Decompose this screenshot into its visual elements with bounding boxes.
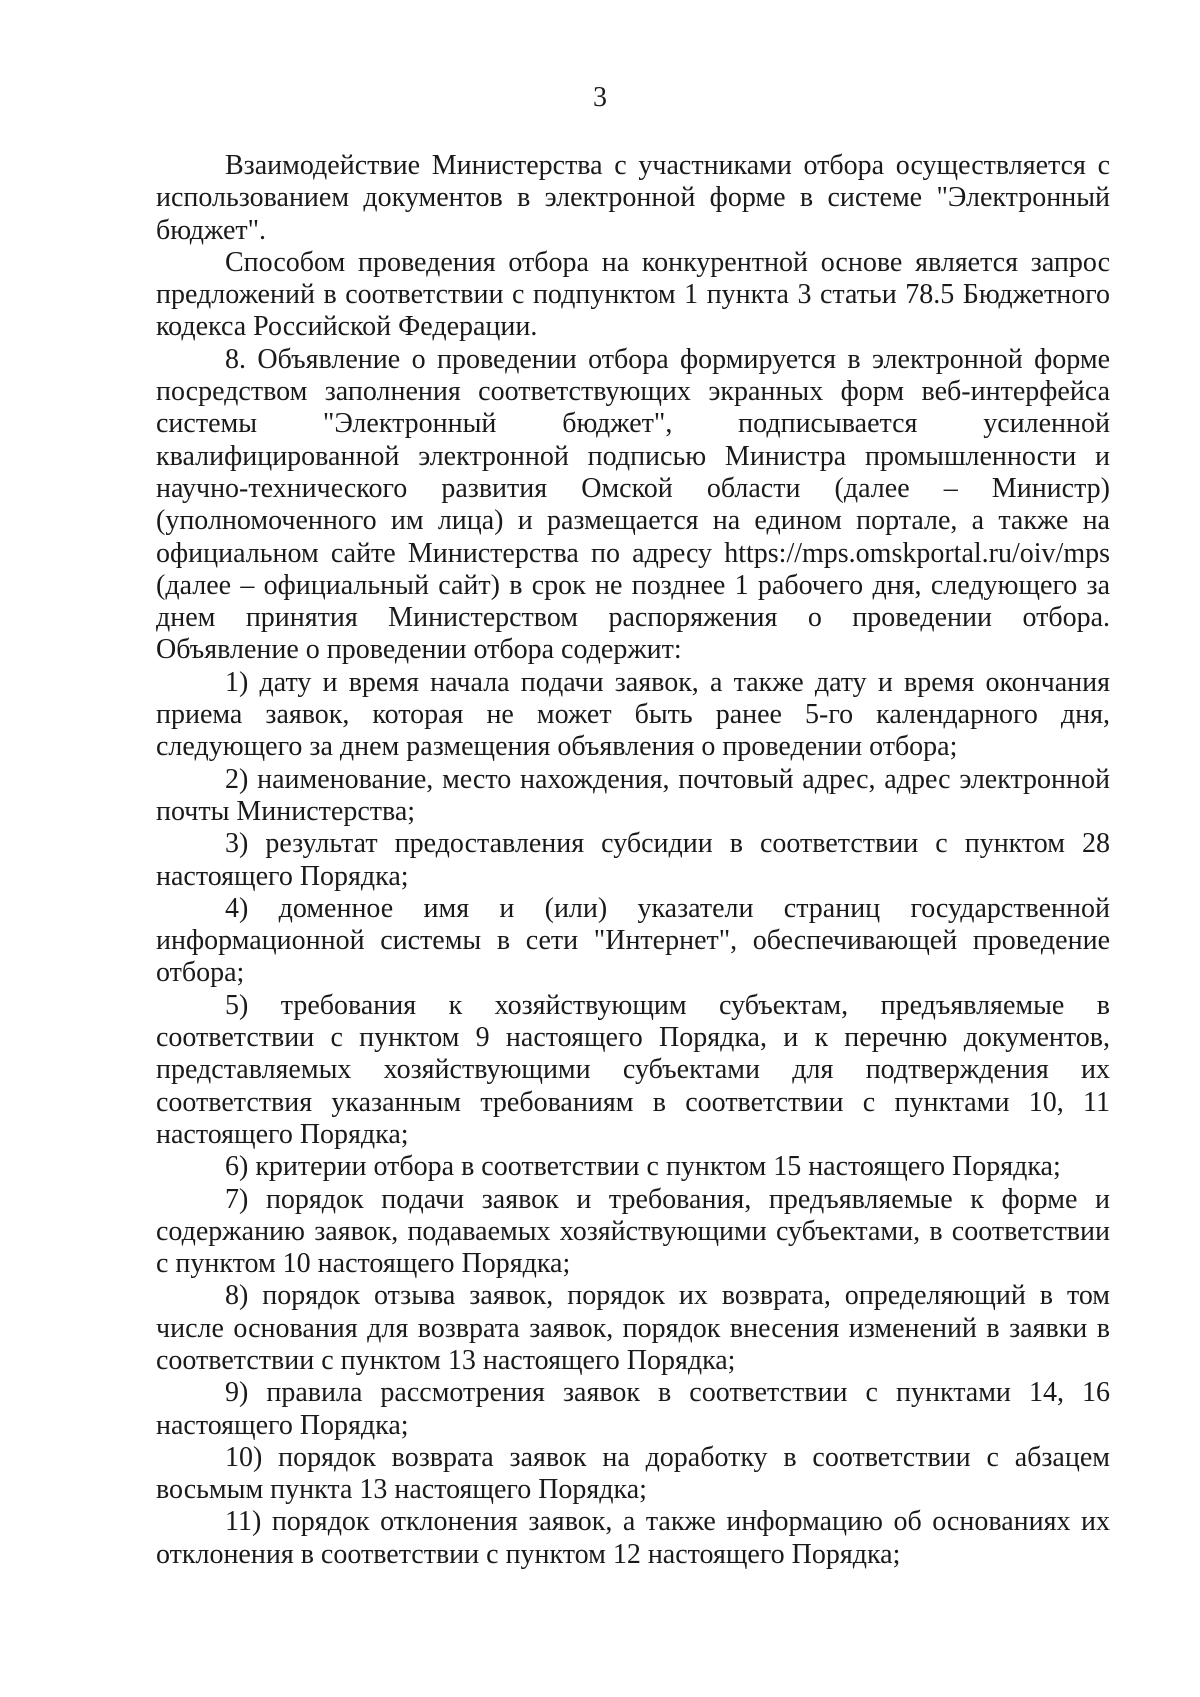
- paragraph-selection-method: Способом проведения отбора на конкурентной основе является запрос предложений в соответствии с подпунктом 1 пункта 3 статьи 78.5 Бюджетного кодекса Российской Федерации.: [156, 246, 1110, 343]
- list-item-11: 11) порядок отклонения заявок, а также информацию об основаниях их отклонения в соответствии с пунктом 12 настоящего Порядка;: [156, 1506, 1110, 1570]
- list-item-6: 6) критерии отбора в соответствии с пунктом 15 настоящего Порядка;: [225, 1151, 1061, 1183]
- page-number: 3: [593, 82, 607, 113]
- list-item-10: 10) порядок возврата заявок на доработку в соответствии с абзацем восьмым пункта 13 настоящего Порядка;: [156, 1441, 1110, 1506]
- list-item-1: 1) дату и время начала подачи заявок, а также дату и время окончания приема заявок, которая не может быть ранее 5-го календарного дня, следующего за днем размещения объявления о проведении отбора;: [156, 666, 1110, 763]
- list-item-5: 5) требования к хозяйствующим субъектам, предъявляемые в соответствии с пунктом 9 настоящего Порядка, и к перечню документов, представляемых хозяйствующими субъектами для подтверждения их соответствия указанным требованиям в соответствии с пунктами 10, 11 настоящего Порядка;: [156, 989, 1110, 1150]
- list-item-9: 9) правила рассмотрения заявок в соответствии с пунктами 14, 16 настоящего Порядка;: [156, 1377, 1110, 1441]
- paragraph-item-8: 8. Объявление о проведении отбора формируется в электронной форме посредством заполнения соответствующих экранных форм веб-интерфейса системы "Электронный бюджет", подписывается усиленной квалифицированной электронной подписью Министра промышленности и научно-технического развития Омской области (далее – Министр) (уполномоченного им лица) и размещается на едином портале, а также на официальном сайте Министерства по адресу https://mps.omskportal.ru/oiv/mps (далее – официальный сайт) в срок не позднее 1 рабочего дня, следующего за днем принятия Министерством распоряжения о проведении отбора. Объявление о проведении отбора содержит:: [156, 343, 1110, 666]
- document-body: [156, 150, 1110, 1571]
- list-item-4: 4) доменное имя и (или) указатели страниц государственной информационной системы в сети "Интернет", обеспечивающей проведение отбора;: [156, 892, 1110, 989]
- list-item-2: 2) наименование, место нахождения, почтовый адрес, адрес электронной почты Министерства;: [156, 763, 1110, 827]
- list-item-8: 8) порядок отзыва заявок, порядок их возврата, определяющий в том числе основания для возврата заявок, порядок внесения изменений в заявки в соответствии с пунктом 13 настоящего Порядка;: [156, 1280, 1110, 1376]
- list-item-3: 3) результат предоставления субсидии в соответствии с пунктом 28 настоящего Порядка;: [156, 828, 1110, 892]
- paragraph-interaction: Взаимодействие Министерства с участниками отбора осуществляется с использованием документов в электронной форме в системе "Электронный бюджет".: [156, 150, 1110, 246]
- list-item-7: 7) порядок подачи заявок и требования, предъявляемые к форме и содержанию заявок, подаваемых хозяйствующими субъектами, в соответствии с пунктом 10 настоящего Порядка;: [156, 1183, 1110, 1280]
